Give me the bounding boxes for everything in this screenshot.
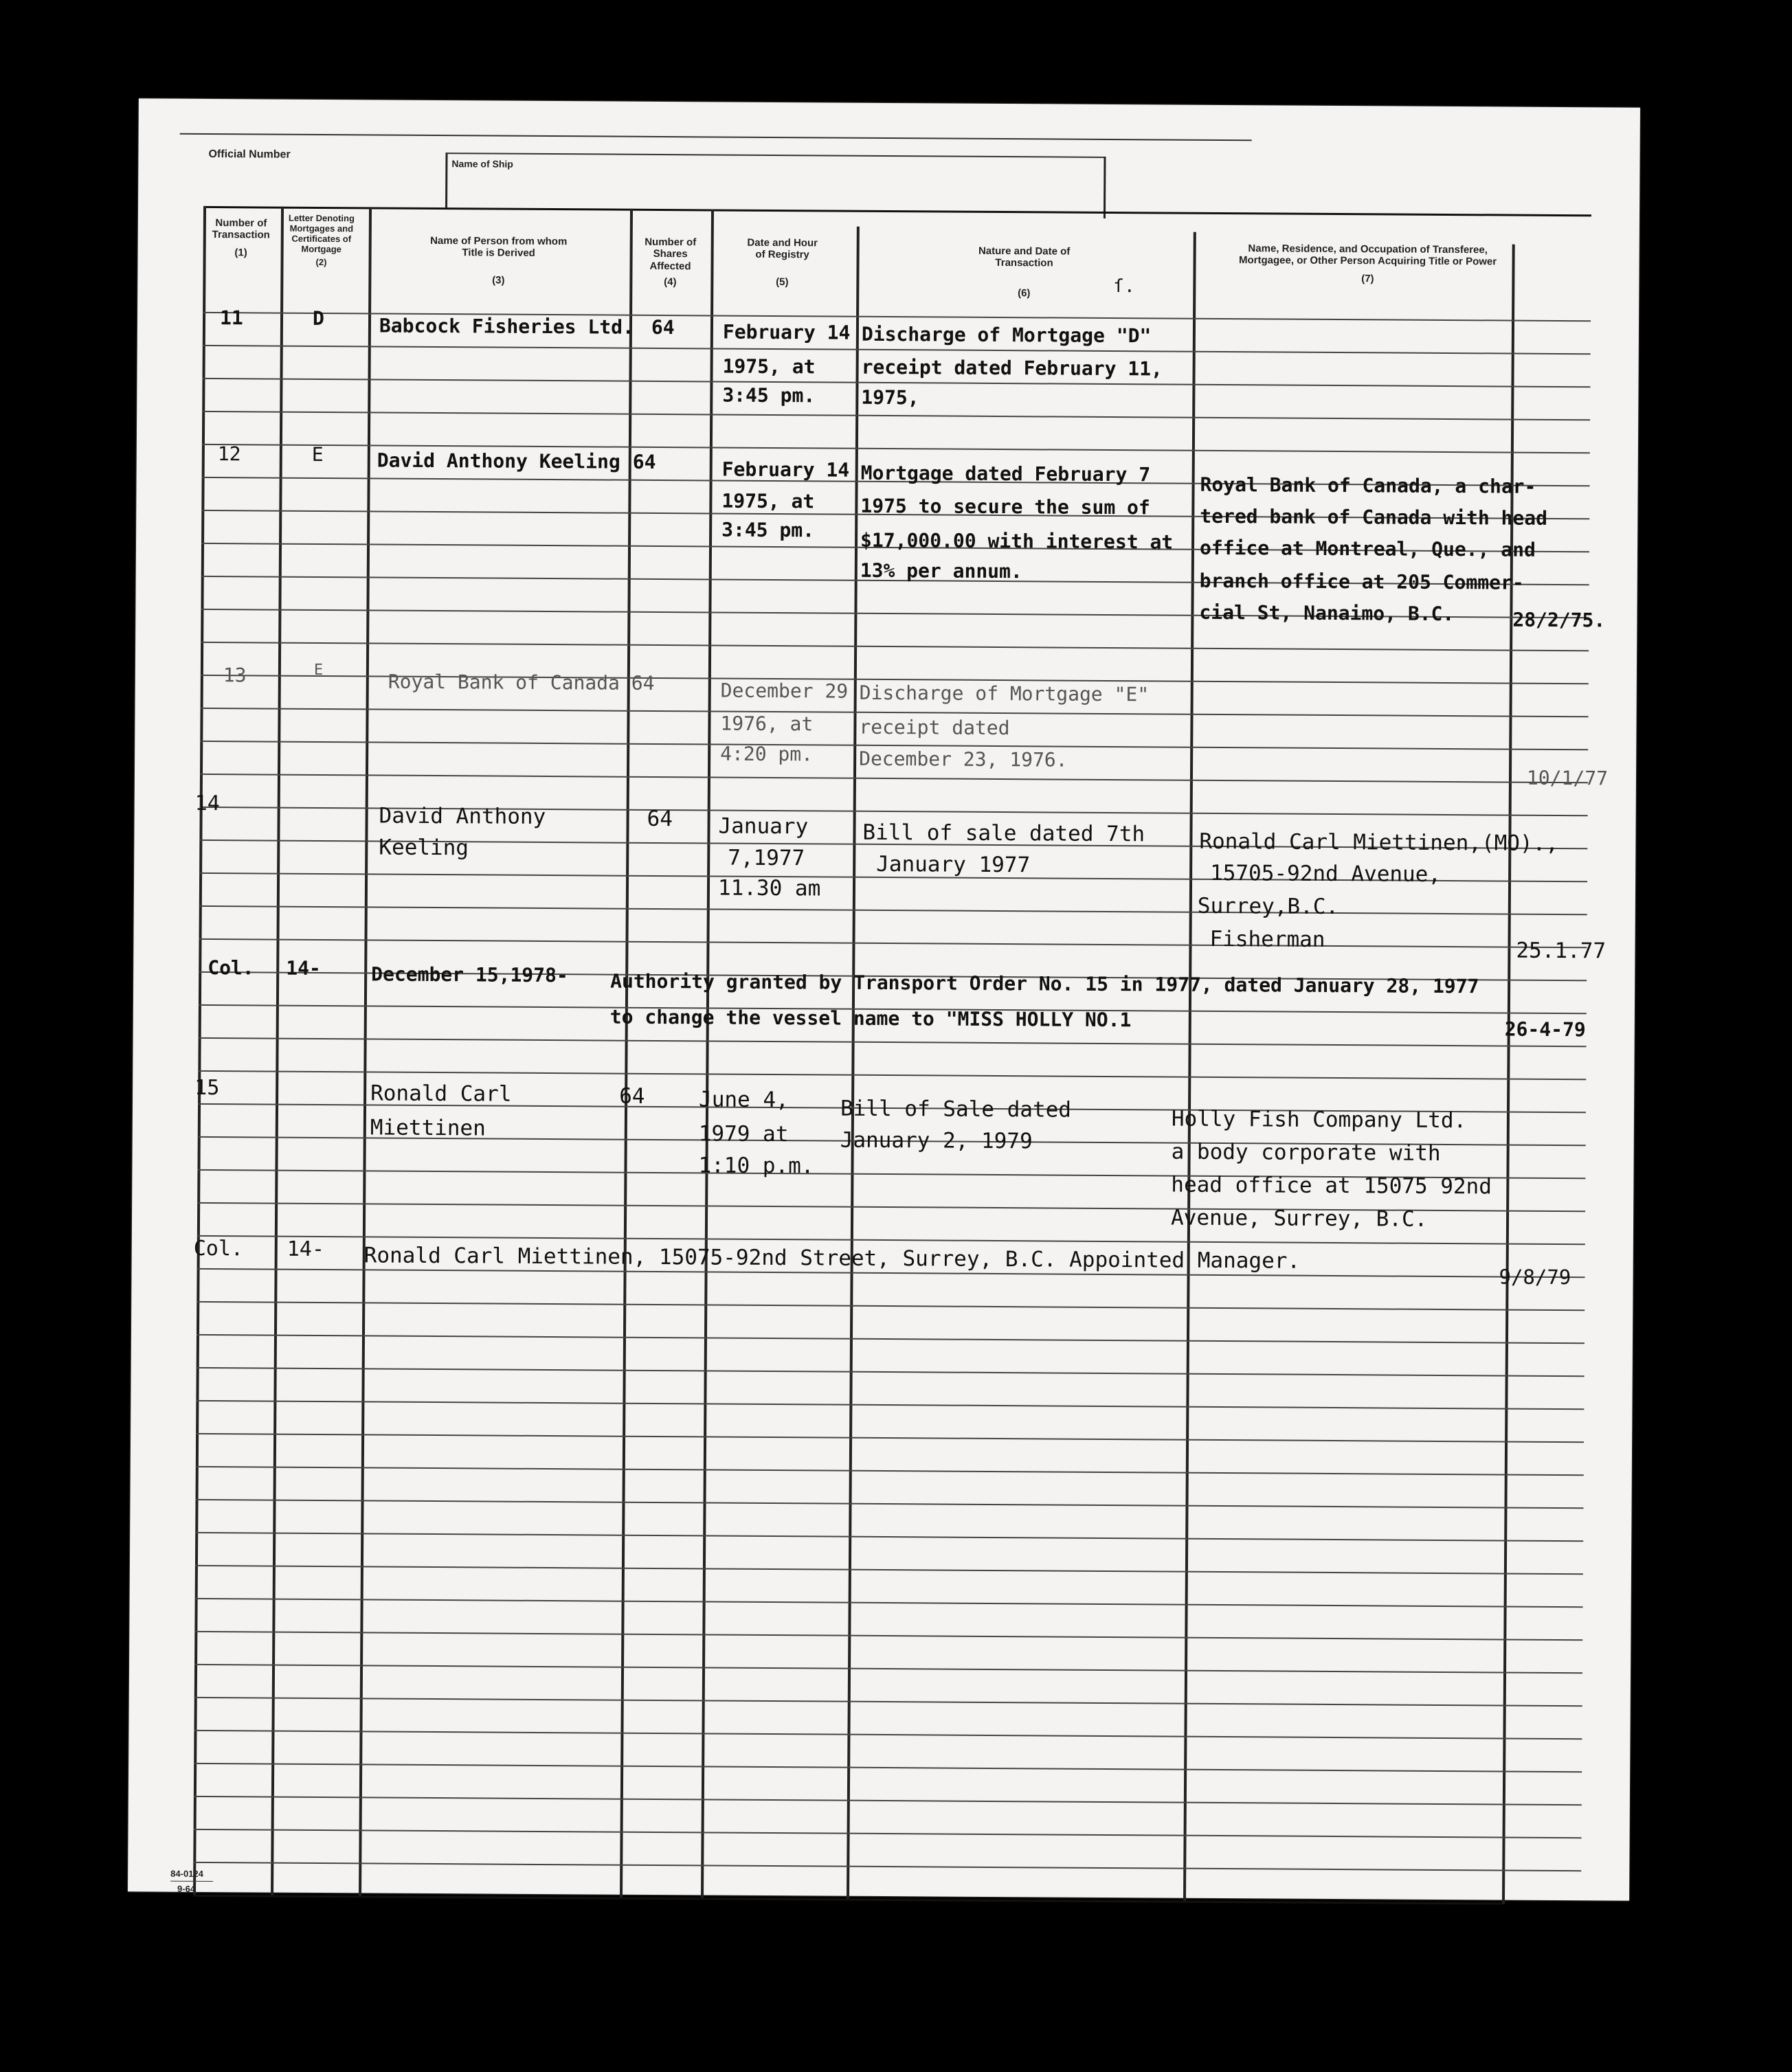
entry-14-shares: 64 — [647, 806, 673, 832]
col6-pencil-mark: ſ. — [1113, 276, 1135, 297]
col-line-4 — [701, 209, 714, 1899]
entry-11-shares: 64 — [651, 315, 675, 339]
entry-col1-remark-1: Authority granted by Transport Order No. 15 in 1977, dated January 28, 1977 — [610, 969, 1479, 998]
entry-12-shares: 64 — [632, 450, 656, 473]
ruled-line — [195, 1565, 1583, 1575]
entry-12-date-2: 1975, at — [721, 489, 815, 513]
entry-14-to-4: Fisherman — [1209, 926, 1325, 952]
entry-11-from: Babcock Fisheries Ltd. — [379, 314, 634, 339]
col-line-1 — [271, 207, 284, 1897]
ruled-line — [194, 1829, 1582, 1838]
entry-13-shares: 64 — [631, 671, 655, 695]
col6-header: Nature and Date of Transaction (6) — [978, 245, 1071, 299]
ruled-line — [197, 1367, 1584, 1377]
form-date: 9-64 — [177, 1883, 196, 1894]
entry-13-nature-2: receipt dated — [859, 715, 1010, 740]
entry-15-to-4: Avenue, Surrey, B.C. — [1170, 1205, 1428, 1232]
entry-14-to-1: Ronald Carl Miettinen,(MO)., — [1199, 829, 1559, 856]
entry-11-date-3: 3:45 pm. — [722, 383, 816, 407]
entry-12-date-3: 3:45 pm. — [721, 518, 815, 542]
ruled-line — [196, 1466, 1584, 1476]
entry-col2-remark: Ronald Carl Miettinen, 15075-92nd Street, Surrey, B.C. Appointed Manager. — [363, 1243, 1301, 1274]
ruled-line — [197, 1301, 1584, 1311]
col4-header: Number of Shares Affected (4) — [645, 236, 697, 288]
entry-13-nature-3: December 23, 1976. — [859, 747, 1068, 772]
entry-14-to-2: 15705-92nd Avenue, — [1210, 860, 1442, 887]
ship-name-box-top — [446, 153, 1106, 158]
entry-col1-date: December 15,1978- — [371, 962, 568, 987]
entry-15-to-3: head office at 15075 92nd — [1171, 1172, 1492, 1200]
entry-15-date-3: 1:10 p.m. — [698, 1153, 814, 1179]
entry-col2-initial: 9/8/79 — [1499, 1265, 1571, 1290]
entry-13-date-3: 4:20 pm. — [720, 742, 814, 766]
ruled-line — [203, 345, 1591, 354]
entry-14-initial: 25.1.77 — [1516, 938, 1606, 964]
ship-name-label: Name of Ship — [451, 158, 513, 170]
ruled-line — [197, 1334, 1584, 1344]
entry-13-number: 13 — [223, 664, 247, 687]
entry-12-to-2: tered bank of Canada with head — [1200, 504, 1548, 530]
official-number-label: Official Number — [208, 148, 291, 161]
ruled-line — [199, 905, 1587, 915]
ruled-line — [194, 1697, 1582, 1707]
entry-13-nature-1: Discharge of Mortgage "E" — [859, 681, 1150, 706]
entry-12-nature-4: 13% per annum. — [860, 559, 1022, 583]
entry-15-date-1: June 4, — [698, 1087, 789, 1113]
entry-12-nature-2: 1975 to secure the sum of — [860, 494, 1150, 519]
entry-12-to-3: office at Montreal, Que., and — [1199, 536, 1536, 561]
entry-15-to-2: a body corporate with — [1171, 1139, 1441, 1166]
ship-name-box-right — [1104, 157, 1106, 218]
col2-header: Letter Denoting Mortgages and Certificates of Mortgage (2) — [288, 212, 355, 267]
ruled-line — [194, 1730, 1582, 1739]
entry-14-nature-1: Bill of sale dated 7th — [862, 820, 1145, 847]
entry-14-from-1: David Anthony — [379, 803, 546, 829]
col-line-3 — [620, 209, 633, 1899]
entry-12-initial: 28/2/75. — [1512, 608, 1606, 632]
ruled-line — [202, 411, 1590, 420]
ruled-line — [196, 1433, 1584, 1443]
entry-14-date-2: 7,1977 — [728, 845, 805, 871]
entry-11-number: 11 — [219, 306, 243, 330]
ruled-line — [194, 1796, 1582, 1805]
ruled-line — [196, 1400, 1584, 1410]
entry-12-date-1: February 14 — [721, 458, 850, 482]
entry-12-to-5: cial St, Nanaimo, B.C. — [1199, 600, 1455, 626]
ruled-line — [200, 774, 1588, 783]
register-page — [128, 98, 1640, 1900]
entry-11-letter: D — [312, 306, 325, 330]
entry-13-letter: E — [313, 661, 324, 679]
entry-14-date-3: 11.30 am — [717, 875, 821, 901]
ship-name-box-left — [445, 153, 447, 207]
entry-11-date-1: February 14 — [722, 320, 851, 344]
entry-15-date-2: 1979 at — [698, 1121, 789, 1147]
entry-13-date-2: 1976, at — [720, 712, 814, 736]
entry-13-from: Royal Bank of Canada — [388, 670, 620, 695]
entry-14-date-1: January — [718, 813, 809, 840]
entry-col1-initial: 26-4-79 — [1504, 1017, 1586, 1041]
form-code-divider — [170, 1881, 213, 1882]
ruled-lines — [139, 98, 1640, 107]
entry-15-from-2: Miettinen — [370, 1115, 486, 1141]
ruled-line — [198, 1070, 1586, 1080]
entry-col1-letter: 14- — [286, 956, 321, 980]
entry-15-to-1: Holly Fish Company Ltd. — [1171, 1106, 1467, 1134]
entry-12-to-1: Royal Bank of Canada, a char- — [1200, 473, 1536, 498]
col-line-2 — [359, 207, 372, 1897]
columns-top-line — [203, 206, 1591, 216]
ruled-line — [194, 1631, 1582, 1641]
entry-15-shares: 64 — [619, 1083, 645, 1109]
col-line-0 — [193, 206, 206, 1896]
col5-header: Date and Hour of Registry (5) — [747, 236, 818, 288]
entry-14-to-3: Surrey,B.C. — [1197, 893, 1339, 920]
form-code: 84-0124 — [170, 1868, 203, 1879]
ruled-line — [199, 1037, 1587, 1047]
entry-13-initial: 10/1/77 — [1526, 766, 1609, 790]
ruled-line — [201, 642, 1589, 651]
entry-12-to-4: branch office at 205 Commer- — [1199, 569, 1524, 594]
entry-11-date-2: 1975, at — [722, 354, 816, 379]
entry-col1-remark-2: to change the vessel name to "MISS HOLLY NO.1 — [609, 1005, 1132, 1032]
entry-15-number: 15 — [194, 1075, 220, 1101]
entry-col1-number: Col. — [208, 956, 254, 980]
ruled-line — [196, 1499, 1584, 1509]
entry-12-nature-1: Mortgage dated February 7 — [860, 461, 1151, 486]
entry-11-nature-2: receipt dated February 11, — [861, 355, 1163, 381]
entry-13-date-1: December 29 — [720, 679, 849, 703]
entry-15-from-1: Ronald Carl — [370, 1081, 512, 1107]
entry-15-nature-2: January 2, 1979 — [840, 1127, 1033, 1154]
entry-col2-number: Col. — [193, 1236, 244, 1261]
entry-14-nature-2: January 1977 — [876, 851, 1031, 878]
ruled-line — [199, 938, 1587, 948]
entry-12-nature-3: $17,000.00 with interest at — [860, 528, 1174, 554]
ruled-line — [195, 1532, 1583, 1542]
col7-header: Name, Residence, and Occupation of Transferee, Mortgagee, or Other Person Acquiring Title or Power (7) — [1239, 243, 1497, 284]
ruled-line — [193, 1862, 1581, 1871]
ruled-line — [194, 1664, 1582, 1674]
ruled-line — [195, 1598, 1583, 1608]
header-top-line — [180, 133, 1252, 142]
col3-header: Name of Person from whom Title is Derived (3) — [430, 234, 568, 286]
col1-header: Number of Transaction (1) — [212, 217, 270, 258]
entry-12-letter: E — [311, 442, 324, 466]
entry-14-number: 14 — [194, 791, 220, 816]
entry-15-nature-1: Bill of Sale dated — [840, 1096, 1072, 1123]
entry-11-nature-1: Discharge of Mortgage "D" — [861, 322, 1152, 348]
entry-12-number: 12 — [217, 442, 241, 466]
entry-11-nature-3: 1975, — [861, 385, 919, 409]
entry-14-from-2: Keeling — [379, 835, 469, 861]
ruled-line — [194, 1763, 1582, 1772]
entry-col2-letter: 14- — [287, 1237, 325, 1262]
entry-12-from: David Anthony Keeling — [377, 449, 620, 473]
